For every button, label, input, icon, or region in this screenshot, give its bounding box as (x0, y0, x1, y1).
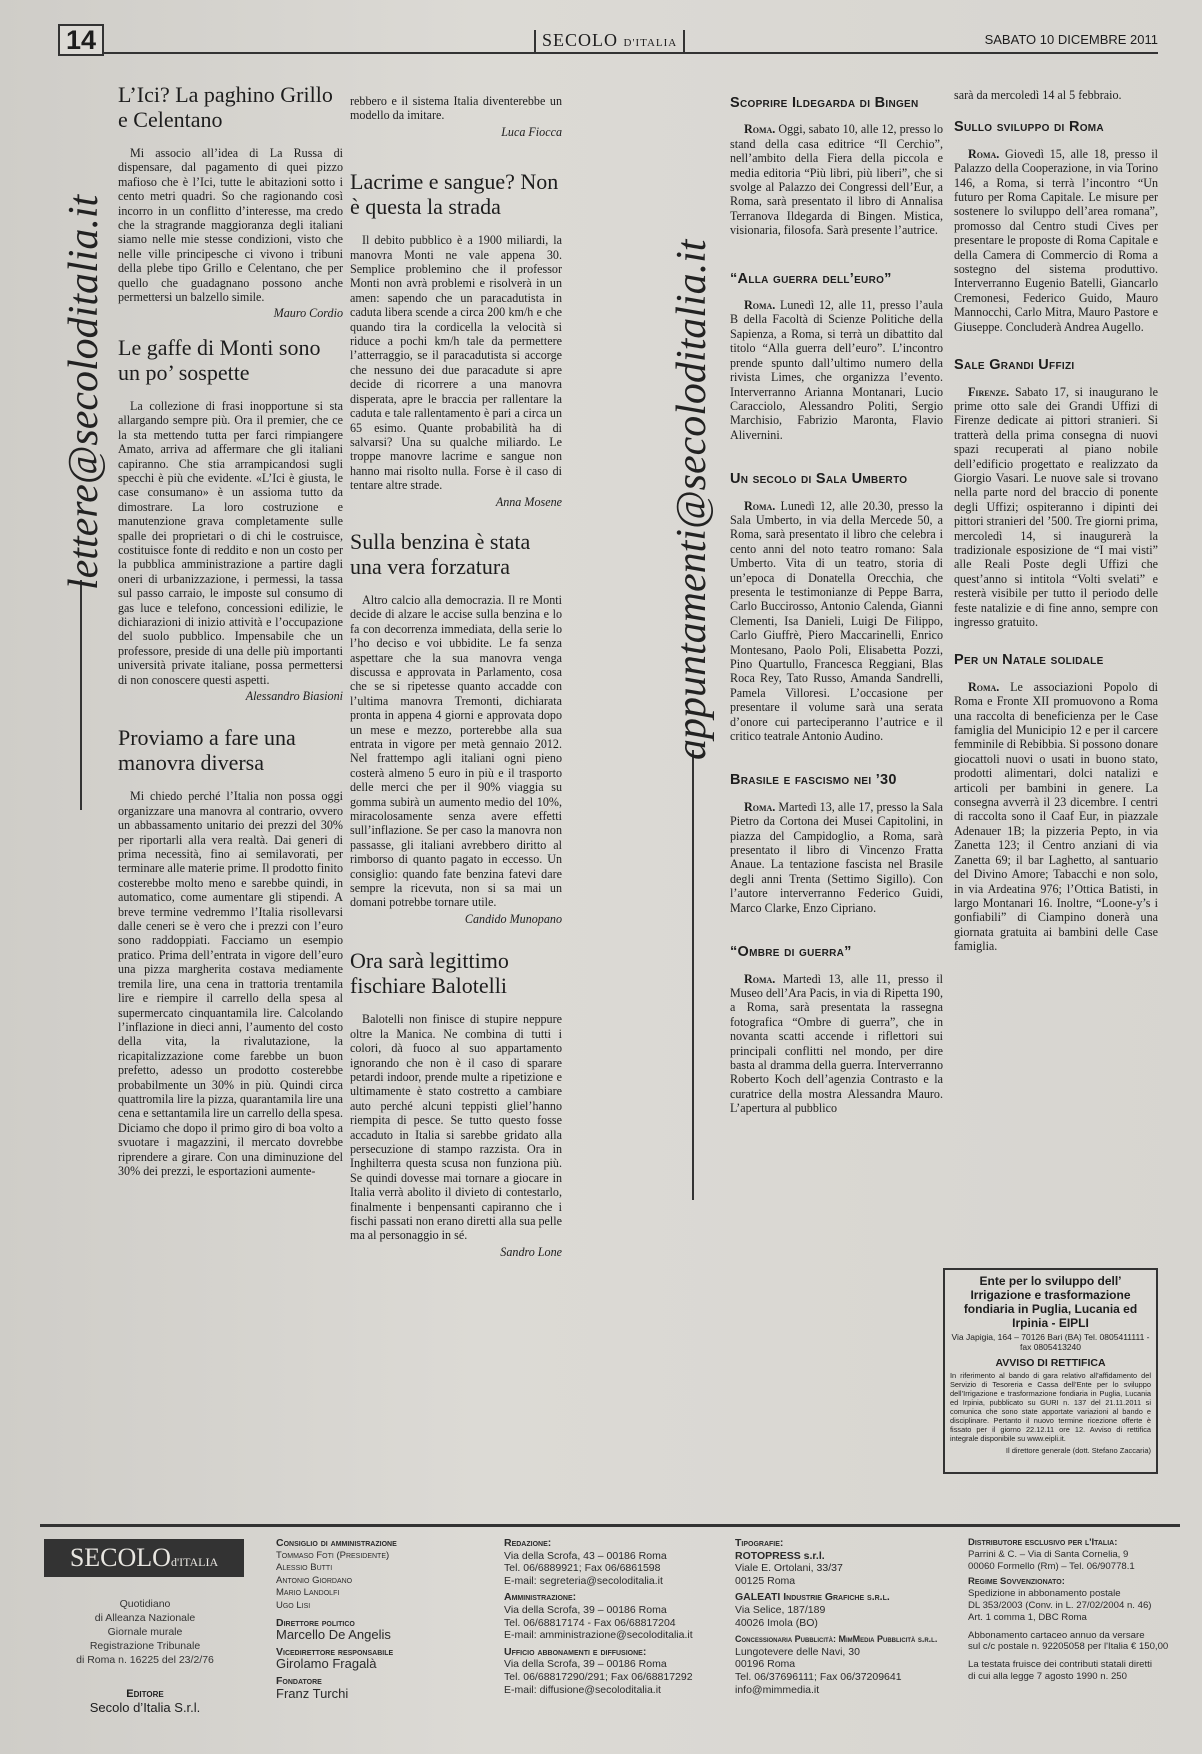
masthead (534, 30, 685, 53)
masthead-subtitle: D'ITALIA (623, 37, 678, 49)
letter-signature: Alessandro Biasioni (245, 689, 343, 703)
event-text: Martedì 13, alle 11, presso il Museo dell’Ara Pacis, in via di Ripetta 190, a Roma, sarà presentata la rassegna fotografica “Ombre di guerra”, che in novanta scatti accende i riflettori sui principali conflitti nel mondo, per dire basta al dramma della guerra. Interverranno Roberto Koch dell’agenzia Contrasto e la curatrice della mostra Alessandra Mauro. L’apertura al pubblico (730, 971, 943, 1116)
pub-line: info@mimmedia.it (735, 1683, 820, 1696)
footer-logo (44, 1539, 244, 1577)
tipo-label: Tipografie: (735, 1537, 784, 1549)
event (954, 120, 1158, 334)
event-text: Giovedì 15, alle 18, presso il Palazzo della Cooperazione, in via Torino 146, a Roma, si terrà l’incontro “Un futuro per Roma Capitale. Le misure per sostenere lo sviluppo dell’area romana”, promosso dal Centro studi Cives per presentare le proposte di Roma Capitale e della Camera di Commercio di Roma a sostegno del sistema produttivo. Interverranno Eugenio Batelli, Giancarlo Cremonesi, Federico Guido, Mauro Mannocchi, Carlo Mitra, Mauro Pastore e Giuseppe. Concluderà Andrea Augello. (954, 146, 1158, 334)
event-city: Roma. (744, 971, 776, 986)
page-header (58, 24, 1158, 54)
letter (350, 169, 562, 509)
abbon-line: Art. 1 comma 1, DBC Roma (968, 1611, 1087, 1623)
founder-label: Fondatore (276, 1674, 322, 1687)
board-member: Antonio Giordano (276, 1574, 353, 1586)
event (954, 358, 1158, 629)
contact-line: Via della Scrofa, 39 – 00186 Roma (504, 1658, 667, 1671)
event-body (730, 298, 943, 442)
director-label: Direttore politico (276, 1616, 355, 1629)
ad-body: In riferimento al bando di gara relativo all’affidamento del Servizio di Tesoreria e Cassa dell’Ente per lo sviluppo dell’Irrigazione e trasformazione fondiaria in Puglia, Lucania ed Irpinia, pubblicato su GURI n. 137 del 21.11.2011 si comunica che sono state apportate variazioni al bando e disciplinare. Pertanto il nuovo termine ricezione offerte è fissato per il giorno 22.12.11 ore 12. Avviso di rettifica integrale disponibile su www.eipli.it. (950, 1371, 1151, 1443)
event (730, 472, 943, 743)
page-number: 14 (58, 24, 104, 56)
footer-info-line: Giornale murale (107, 1626, 183, 1638)
event (730, 272, 943, 442)
board-member: Ugo Lisi (276, 1599, 311, 1611)
footer-printers (735, 1537, 955, 1696)
footer-distribution (968, 1537, 1178, 1683)
contact-line: E-mail: amministrazione@secoloditalia.it (504, 1629, 693, 1642)
letter-signature: Mauro Cordio (273, 306, 343, 321)
ad-title: Ente per lo sviluppo dell’ Irrigazione e trasformazione fondiaria in Puglia, Lucania ed Irpinia - EIPLI (963, 1274, 1138, 1330)
uff-label: Ufficio abbonamenti e diffusione: (504, 1645, 647, 1658)
colophon-footer (40, 1524, 1180, 1746)
contact-line: Tel. 06/68817174 - Fax 06/68817204 (504, 1616, 676, 1629)
event-title: Sullo sviluppo di Roma (954, 119, 1104, 136)
events-column-2 (954, 88, 1158, 956)
event-body (730, 800, 943, 915)
editor-label: Editore (126, 1688, 164, 1700)
board-member: Mario Landolfi (276, 1587, 340, 1599)
letter (350, 948, 562, 1259)
letter-title: Lacrime e sangue? Non è questa la strada (350, 169, 559, 220)
letter-title: Sulla benzina è stata una vera forzatura (350, 528, 531, 579)
board-member: Alessio Butti (276, 1562, 333, 1574)
letter-signature: Candido Munopano (464, 911, 562, 926)
footer-info-line: Registrazione Tribunale (89, 1640, 201, 1652)
event-city: Roma. (744, 298, 776, 313)
amm-label: Amministrazione: (504, 1591, 577, 1604)
redazione-label: Redazione: (504, 1537, 552, 1549)
contact-line: Tel. 06/68817290/291; Fax 06/68817292 (504, 1670, 693, 1683)
event-text: Le associazioni Popolo di Roma e Fronte XII promuovono a Roma una raccolta di beneficienza per le Case famiglia del Municipio 12 e per il carcere femminile di Rebibbia. Si possono donare giocattoli nuovi o usati in buono stato, prodotti alimentari, dolci natalizi e articoli per bambini in genere. La consegna avverrà il 23 dicembre. I centri di raccolta sono il Caaf Eur, in piazzale Adenauer 1B; la pizzeria Pepto, in via Zanetta 123; il Centro anziani di via Zanetta 69; il bar Laghetto, al santuario del Divino Amore; Tabacchi e non solo, in via Ardeatina 976; l’Ottica Batisti, in largo Montanari 16. Inoltre, “Loone-y’s i gonfiabili” di Ciampino donerà una giornata gratuita ai bambini delle Case famiglia. (954, 679, 1158, 954)
event-body (730, 499, 943, 744)
pub-line: Tel. 06/37696111; Fax 06/37209641 (735, 1670, 902, 1683)
galeati-label: GALEATI Industrie Grafiche s.r.l. (735, 1591, 890, 1604)
events-email-vertical: appuntamenti@secoloditalia.it (669, 239, 715, 760)
event-body (954, 147, 1158, 334)
footer-contacts (504, 1537, 754, 1696)
events-column-1 (730, 70, 943, 1118)
ad-address: Via Japigia, 164 – 70126 Bari (BA) Tel. 0805411111 - fax 0805413240 (951, 1332, 1150, 1352)
event-body: sarà da mercoledì 14 al 5 febbraio. (954, 88, 1122, 102)
letter (118, 335, 343, 704)
event-text: Lunedì 12, alle 11, presso l’aula B della Facoltà di Scienze Politiche della Sapienza, a Roma, si terrà un dibattito dal titolo “Alla guerra dell’euro”. L’incontro prende spunto dall’ultimo numero della rivista Limes, che organizza l’evento. Interverranno Arianna Montanari, Lucio Caracciolo, Alessandro Politi, Sergio Marchisio, Fabrizio Maronta, Flavio Alivernini. (730, 298, 943, 442)
event (954, 88, 1158, 102)
footer-board (276, 1537, 476, 1700)
printer-line: 40026 Imola (BO) (735, 1616, 818, 1629)
pub-label: Concessionaria Pubblicità: MimMedia Pubblicità s.r.l. (735, 1634, 938, 1645)
letter-body: Il debito pubblico è a 1900 miliardi, la manovra Monti ne vale appena 30. Semplice problemino che il professor Monti non avrà problemi e risolverà in un amen: sapendo che un paracadutista in caduta libera scende a circa 200 km/h e che quando tira la cordicella la velocità si riduce a pochi km/h tale da permettere l’atterraggio, se il paracadutista si accorge che nessuno dei due paracadute si apre decide di ricorrere a una manovra disperata, apre le braccia per rallentare la caduta e tale rallentamento è pari a circa un 65 esimo. Quante probabilità ha di salvarsi? Una su qualche miliardo. Le troppe manovre lacrime e sangue non hanno mai risolto nulla. Forse è il caso di tentare altre strade. (350, 233, 562, 493)
event-text: Sabato 17, si inaugurano le prime otto sale dei Grandi Uffizi di Firenze dedicate ai pittori stranieri. Si tratterà della prima consegna di nuovi spazi recuperati al piano nobile dell’edificio progettato e realizzato da Giorgio Vasari. Le nuove sale si trovano nella parte nord del braccio di ponente degli Uffizi; ospiteranno i dipinti dei pittori stranieri del ’500. Tre giorni prima, mercoledì 14, si inaugurerà la tradizionale esposizione de “I mai visti” alle Reali Poste degli Uffizi che quest’anno si intitola “Volti svelati” e resterà visibile per tutto il periodo delle feste natalizie e di fine anno, sempre con ingresso gratuito. (954, 384, 1158, 629)
printer-line: Viale E. Ortolani, 33/37 (735, 1562, 843, 1575)
letter-title: Proviamo a fare una manovra diversa (118, 725, 296, 776)
event-city: Roma. (744, 122, 776, 137)
letter-body: rebbero e il sistema Italia diventerebbe un modello da imitare. (350, 94, 562, 123)
letter-signature: Luca Fiocca (501, 124, 562, 139)
masthead-title: SECOLO (542, 30, 619, 50)
contact-line: Via della Scrofa, 39 – 00186 Roma (504, 1603, 667, 1616)
event-text: Oggi, sabato 10, alle 12, presso lo stand della casa editrice “Il Cerchio”, nell’ambito della Fiera della piccola e media editoria “Più libri, più liberi”, che si svolge al Palazzo dei Congressi dell’Eur, a Roma, sarà presentato il libro di Annalisa Terranova Ildegarda di Bingen. Mistica, visionaria, filosofa. Sarà presente l’autrice. (730, 122, 943, 238)
event-body (954, 385, 1158, 630)
event-body (730, 122, 943, 237)
letter-title: Ora sarà legittimo fischiare Balotelli (350, 948, 509, 999)
letter-title: L’Ici? La paghino Grillo e Celentano (118, 82, 333, 132)
ad-signer: Il direttore generale (dott. Stefano Zaccaria) (1005, 1446, 1151, 1455)
event (730, 96, 943, 238)
letter (118, 725, 343, 1178)
letter (350, 529, 562, 926)
header-date: SABATO 10 DICEMBRE 2011 (984, 32, 1158, 47)
event-city: Roma. (744, 498, 776, 513)
event-title: “Ombre di guerra” (730, 944, 852, 961)
distr-label: Distributore esclusivo per l'Italia: (968, 1537, 1118, 1548)
board-member: Tommaso Foti (Presidente) (276, 1549, 390, 1561)
distr-line: Parrini & C. – Via di Santa Cornelia, 9 (968, 1548, 1129, 1560)
letter (118, 82, 343, 321)
footer-logo-small: d'ITALIA (170, 1555, 219, 1569)
founder-name: Franz Turchi (276, 1685, 349, 1701)
contact-line: E-mail: segreteria@secoloditalia.it (504, 1574, 663, 1587)
extra-line: Abbonamento cartaceo annuo da versare (968, 1629, 1145, 1641)
event (730, 773, 943, 915)
event-title: Sale Grandi Uffizi (954, 357, 1075, 374)
distr-line: 00060 Formello (Rm) – Tel. 06/90778.1 (968, 1560, 1135, 1572)
letters-column-1 (118, 82, 343, 1180)
printer-line: ROTOPRESS s.r.l. (735, 1549, 825, 1562)
event-text: Lunedì 12, alle 20.30, presso la Sala Umberto, in via della Mercede 50, a Roma, sarà presentato il libro che celebra i cento anni del noto teatro romano: Sala Umberto. Vita di un teatro, storia di un’epoca di Donatella Orecchia, che presenta le testimonianze di Peppe Barra, Carlo Buccirosso, Antonio Calenda, Gianni Clementi, Isa Danieli, Luigi De Filippo, Carlo Giuffrè, Piero Maccarinelli, Enrico Montesano, Paolo Poli, Elisabetta Pozzi, Pino Quartullo, Francesca Reggiani, Blas Roca Rey, Tato Russo, Amanda Sandrelli, Pamela Villoresi. L’occasione per presentare il volume sarà una serata d’onore cui parteciperanno l’autrice e il critico teatrale Antonio Audino. (730, 498, 943, 744)
event-title: Brasile e fascismo nei ’30 (730, 772, 897, 789)
footer-info-line: di Roma n. 16225 del 23/2/76 (76, 1654, 214, 1666)
event-body (954, 680, 1158, 954)
event-city: Roma. (968, 679, 1000, 694)
contact-line: Tel. 06/6889921; Fax 06/6861598 (504, 1562, 661, 1575)
event-city: Roma. (744, 799, 776, 814)
contact-line: Via della Scrofa, 43 – 00186 Roma (504, 1549, 667, 1562)
letter-signature: Anna Mosene (495, 494, 562, 509)
footer-info-line: Quotidiano (119, 1598, 171, 1610)
event-title: Un secolo di Sala Umberto (730, 471, 908, 488)
event-city: Roma. (968, 146, 1000, 161)
vice-name: Girolamo Fragalà (276, 1656, 377, 1672)
event-body (730, 972, 943, 1116)
board-label: Consiglio di amministrazione (276, 1537, 397, 1549)
letter-body: Mi chiedo perché l’Italia non possa oggi organizzare una manovra al contrario, ovvero un abbassamento unitario dei prezzi del 30% per riportarli alla vera realtà. Dai generi di prima necessità, fino ai semilavorati, per terminare alle materie prime. Il prodotto finito costerebbe molto meno e sarebbe quindi, in automatico, come aumentare gli stipendi. A breve termine vedremmo l’Italia risollevarsi dalle ceneri se è vero che i prezzi con l’euro sono raddoppiati. Facciamo un esempio pratico. Prima dell’entrata in vigore dell’euro una pizza margherita costava mediamente tremila lire, una cena in trattoria trentamila lire e riempire il carrello della spesa al supermercato cinquantamila lire. Calcolando l’inflazione in dieci anni, l’aumento del costo della vita, la rivalutazione, la ricapitalizzazione come farebbe un buon prefetto, adesso un prodotto costerebbe probabilmente un 30% in più. Quindi circa quattromila lire la pizza, quarantamila lire una cena e settantamila lire un carrello della spesa. Diciamo che dopo il primo giro di boa volto a svuotare i magazzini, il mercato dovrebbe riprendere a girare. Con una diminuzione del 30% dei prezzi, le esportazioni aumente- (118, 789, 343, 1178)
letter (350, 94, 562, 139)
letter-body: Balotelli non finisce di stupire neppure oltre la Manica. Ne combina di tutti i colori, dà fuoco al suo appartamento ignorando che non è il caso di sparare petardi indoor, prende multe a ripetizione e ultimamente è stato costretto a cambiare auto perché alcuni teppisti gliel’hanno riempita di pesce. Se tutto questo fosse accaduto in Italia si sarebbe gridato alla persecuzione di stampo razzista. Ora in Inghilterra questa scusa non funziona più. Se quindi dovesse mai tornare a giocare in Italia verrà abolito il divieto di contestarlo, finalmente i benpensanti capiranno che i fischi passati non erano diretti alla sua pelle ma al personaggio in sé. (350, 1012, 562, 1243)
letters-column-2 (350, 94, 562, 1273)
event-text: Martedì 13, alle 17, presso la Sala Pietro da Cortona dei Musei Capitolini, in piazza del Campidoglio, a Roma, sarà presentato il libro di Vincenzo Fratta Anaue. La tentazione fascista nel Brasile degli anni Trenta (Settimo Sigillo). Con l’autore interverranno Federico Guidi, Marco Clarke, Enzo Cipriano. (730, 799, 943, 915)
middle-vertical-rule (692, 750, 694, 1200)
event-title: Scoprire Ildegarda di Bingen (730, 95, 919, 111)
letter-signature: Sandro Lone (500, 1244, 562, 1259)
letter-body: La collezione di frasi inopportune si sta allargando sempre più. Ora il premier, che ce la sta mettendo tutta per farci rimpiangere Amato, arriva ad affermare che gli italiani capiranno. Che stia arrampicandosi sugli specchi è più che evidente. «L’Ici è giusta, le case consumano» è un assioma tutto da dimostrare. La loro costruzione e manutenzione grava completamente sulle spalle dei proprietari o di chi le costruisce, costituisce fonte di reddito e non un costo per la pubblica amministrazione a partire dagli oneri di urbanizzazione, i permessi, la tassa sul passo carraio, le imposte sul consumo di gas luce e telefono, concessioni edilizie, le dichiarazioni di inizio attività e l’occupazione del suolo pubblico. Impensabile che un professore, preside di una delle più importanti università private italiane, possa permettersi di non conoscere questi aspetti. (118, 398, 343, 687)
abbon-line: DL 353/2003 (Conv. in L. 27/02/2004 n. 46) (968, 1599, 1152, 1611)
printer-line: Via Selice, 187/189 (735, 1603, 826, 1616)
event-city: Firenze. (968, 384, 1010, 399)
footer-registration (50, 1597, 240, 1667)
left-vertical-rule (80, 580, 82, 810)
vice-label: Vicedirettore responsabile (276, 1645, 394, 1658)
abbon-line: Spedizione in abbonamento postale (968, 1588, 1121, 1600)
pub-line: Lungotevere delle Navi, 30 (735, 1645, 860, 1658)
contact-line: E-mail: diffusione@secoloditalia.it (504, 1683, 661, 1696)
editor-name: Secolo d’Italia S.r.l. (89, 1700, 201, 1715)
abbon-label: Regime Sovvenzionato: (968, 1576, 1065, 1588)
letters-email-vertical: lettere@secoloditalia.it (61, 194, 107, 590)
ad-heading: AVVISO DI RETTIFICA (995, 1357, 1106, 1369)
extra-line: sul c/c postale n. 92205058 per l'Italia € 150,00 (968, 1641, 1169, 1653)
letter-title: Le gaffe di Monti sono un po’ sospette (118, 334, 321, 385)
letter-body: Mi associo all’idea di La Russa di dispensare, dal pagamento di quei pizzo mafioso che è l’Ici, tutte le abitazioni sotto i cento metri quadri. So che ragionando così incorro in un conflitto d’interesse, ma credo che la stragrande maggioranza degli italiani siamo nelle mie stesse condizioni, visto che nelle ville principesche ci vivono i tribuni della plebe tipo Grillo e Celentano, che per quello che guadagnano possono anche permettersi un balzello simile. (118, 146, 343, 305)
event-title: “Alla guerra dell’euro” (730, 270, 892, 287)
pub-line: 00196 Roma (735, 1658, 796, 1671)
printer-line: 00125 Roma (735, 1574, 796, 1587)
letter-body: Altro calcio alla democrazia. Il re Monti decide di alzare le accise sulla benzina e lo fa con decorrenza immediata, della serie lo l’ho deciso e voi ubbidite. Le fa senza aspettare che la sua manovra venga discussa e approvata in Parlamento, cosa che se si ripetesse quanto accadde con l’ultima manovra Tremonti, dichiarata pronta in appena 4 giorni e approvata dopo un mese e mezzo, porterebbe alla sua entrata in vigore per metà gennaio 2012. Nel frattempo agli italiani ogni pieno costerà almeno 5 euro in più e il trasporto delle merci che per il 90% viaggia su gomma subirà un aumento medio del 10%, miracolosamente senza avere effetti sull’inflazione. Se per caso la manovra non passasse, gli italiani avrebbero diritto al rimborso di quanto pagato in eccesso. Un consiglio: quando fate benzina fatevi dare sempre la ricevuta, non si sa mai un domani potrebbe tornare utile. (350, 592, 562, 910)
footer-info-line: di Alleanza Nazionale (94, 1612, 196, 1624)
testata-line: di cui alla legge 7 agosto 1990 n. 250 (968, 1670, 1127, 1682)
event (730, 945, 943, 1115)
event-title: Per un Natale solidale (954, 652, 1104, 669)
director-name: Marcello De Angelis (276, 1627, 391, 1643)
footer-editor (50, 1687, 240, 1715)
event (954, 653, 1158, 953)
testata-line: La testata fruisce dei contributi statali diretti (968, 1659, 1152, 1671)
rettifica-ad-box (943, 1268, 1158, 1474)
footer-logo-text: SECOLO (69, 1543, 171, 1572)
